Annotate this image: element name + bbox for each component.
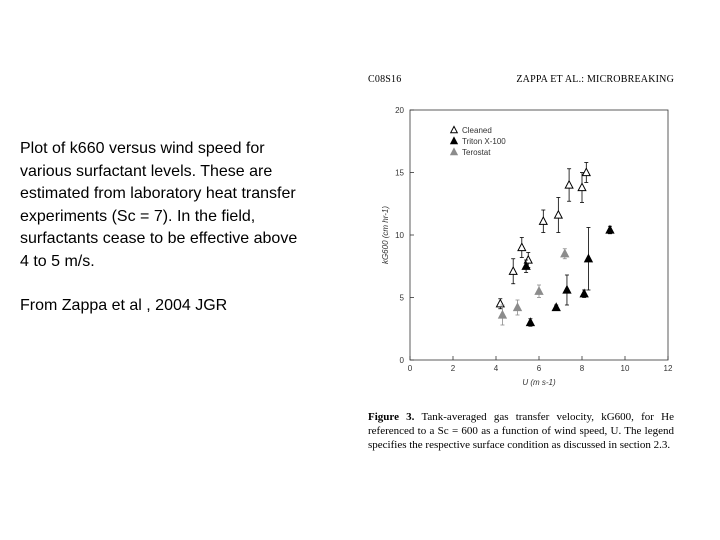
scatter-chart bbox=[366, 98, 678, 408]
data-point-triton-x-100 bbox=[585, 255, 593, 262]
data-point-cleaned bbox=[509, 267, 517, 274]
spacer bbox=[20, 273, 345, 295]
y-tick-label: 20 bbox=[395, 106, 404, 115]
data-point-triton-x-100 bbox=[606, 226, 614, 233]
data-point-triton-x-100 bbox=[580, 290, 588, 297]
data-point-terostat bbox=[514, 303, 522, 310]
legend-label: Terostat bbox=[462, 148, 491, 157]
data-point-terostat bbox=[535, 287, 543, 294]
legend-label: Cleaned bbox=[462, 126, 492, 135]
description-line: experiments (Sc = 7). In the field, bbox=[20, 207, 256, 225]
caption-figure-label: Figure 3. bbox=[368, 411, 415, 423]
x-tick-label: 6 bbox=[536, 364, 542, 373]
paper-id: C08S16 bbox=[368, 74, 402, 85]
data-point-triton-x-100 bbox=[563, 286, 571, 293]
description-line: 4 to 5 m/s. bbox=[20, 252, 95, 270]
description-line: surfactants cease to be effective above bbox=[20, 230, 298, 247]
chart-axes bbox=[381, 106, 673, 387]
description-line: various surfactant levels. These are bbox=[20, 162, 273, 180]
data-point-terostat bbox=[561, 250, 569, 257]
x-tick-label: 4 bbox=[493, 364, 499, 373]
legend-marker bbox=[451, 126, 458, 132]
slide-description bbox=[20, 138, 345, 318]
paper-figure bbox=[366, 70, 678, 470]
x-tick-label: 0 bbox=[407, 364, 413, 373]
data-point-triton-x-100 bbox=[527, 318, 535, 325]
legend-label: Triton X-100 bbox=[462, 137, 506, 146]
figure-caption bbox=[368, 410, 674, 452]
data-point-cleaned bbox=[539, 217, 547, 224]
data-point-cleaned bbox=[555, 211, 563, 218]
data-point-terostat bbox=[499, 311, 507, 318]
data-point-cleaned bbox=[578, 183, 586, 190]
description-line: estimated from laboratory heat transfer bbox=[20, 185, 296, 202]
y-tick-label: 5 bbox=[399, 293, 404, 303]
data-point-cleaned bbox=[518, 243, 526, 250]
source-citation: From Zappa et al , 2004 JGR bbox=[20, 297, 228, 314]
x-tick-label: 2 bbox=[450, 364, 456, 373]
paper-header bbox=[366, 70, 678, 88]
data-point-triton-x-100 bbox=[552, 303, 560, 310]
description-line: Plot of k660 versus wind speed for bbox=[20, 140, 265, 157]
x-axis-label: U (m s-1) bbox=[522, 378, 556, 387]
plot-frame bbox=[410, 110, 668, 360]
y-tick-label: 10 bbox=[395, 231, 404, 240]
x-tick-label: 12 bbox=[663, 364, 673, 373]
y-axis-label: kG600 (cm hr-1) bbox=[381, 205, 390, 265]
x-tick-label: 8 bbox=[579, 364, 585, 373]
y-tick-label: 15 bbox=[395, 168, 404, 178]
legend-marker bbox=[451, 137, 458, 143]
data-point-cleaned bbox=[496, 300, 504, 307]
paper-running-title: ZAPPA ET AL.: MICROBREAKING bbox=[516, 74, 674, 85]
x-tick-label: 10 bbox=[620, 364, 630, 373]
legend-marker bbox=[451, 148, 458, 154]
chart-marks bbox=[496, 163, 613, 327]
y-tick-label: 0 bbox=[399, 356, 404, 365]
data-point-cleaned bbox=[565, 181, 573, 188]
chart-legend bbox=[451, 126, 507, 157]
data-point-cleaned bbox=[582, 168, 590, 175]
caption-text: Tank-averaged gas transfer velocity, kG600, for He referenced to a Sc = 600 as a function of wind speed, U. The legend specifies the respective surface condition as discussed in section 2.3. bbox=[368, 411, 674, 451]
